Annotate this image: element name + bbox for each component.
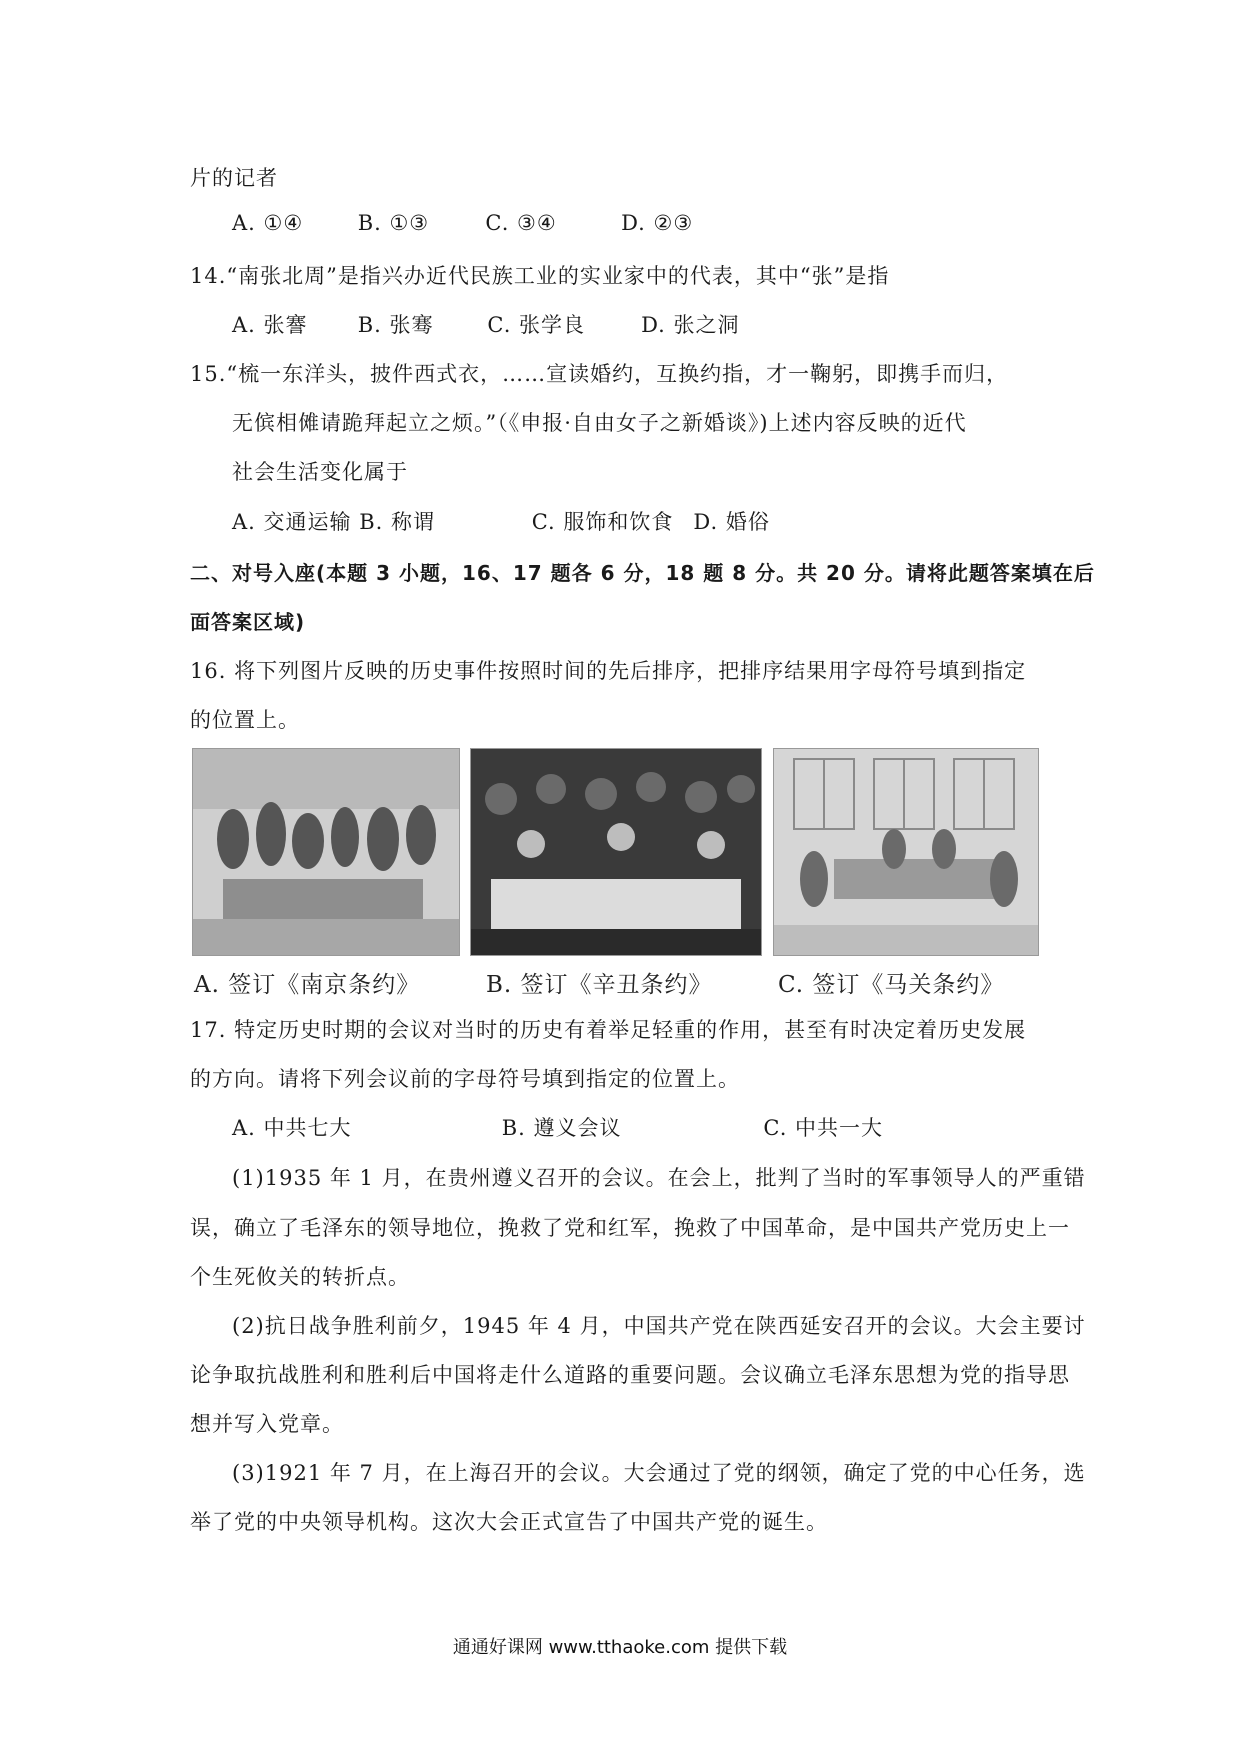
q13-option-b: B. ①③ — [357, 211, 430, 235]
q13-option-a: A. ①④ — [232, 211, 304, 235]
q17-options — [232, 1112, 883, 1142]
q13-option-c: C. ③④ — [485, 211, 557, 235]
q15-stem-line3: 社会生活变化属于 — [232, 460, 408, 484]
q17-stem-line2: 的方向。请将下列会议前的字母符号填到指定的位置上。 — [190, 1067, 740, 1091]
q13-option-d: D. ②③ — [621, 211, 694, 235]
q14-options — [232, 309, 740, 339]
q14-stem: 14.“南张北周”是指兴办近代民族工业的实业家中的代表，其中“张”是指 — [190, 264, 890, 288]
q17-item3-line2: 举了党的中央领导机构。这次大会正式宣告了中国共产党的诞生。 — [190, 1510, 828, 1534]
q15-option-c: C. 服饰和饮食 — [531, 510, 674, 534]
photo-caption-c: C. 签订《马关条约》 — [778, 972, 1005, 998]
q17-item2-line3: 想并写入党章。 — [190, 1412, 344, 1436]
q15-option-d: D. 婚俗 — [693, 510, 770, 534]
q14-option-b: B. 张骞 — [357, 313, 434, 337]
q17-item1-line2: 误，确立了毛泽东的领导地位，挽救了党和红军，挽救了中国革命，是中国共产党历史上一 — [190, 1216, 1070, 1240]
q14-option-a: A. 张謇 — [232, 313, 308, 337]
q17-item1-line1: (1)1935 年 1 月，在贵州遵义召开的会议。在会上，批判了当时的军事领导人的严重错 — [232, 1166, 1086, 1190]
q17-option-a: A. 中共七大 — [232, 1116, 352, 1140]
q15-option-ab: A. 交通运输 B. 称谓 — [232, 510, 435, 534]
q14-option-d: D. 张之洞 — [641, 313, 740, 337]
section2-heading-line2: 面答案区域) — [190, 610, 306, 634]
q17-stem-line1: 17. 特定历史时期的会议对当时的历史有着举足轻重的作用，甚至有时决定着历史发展 — [190, 1018, 1027, 1042]
photo-caption-a: A. 签订《南京条约》 — [194, 972, 421, 998]
q16-stem-line1: 16. 将下列图片反映的历史事件按照时间的先后排序，把排序结果用字母符号填到指定 — [190, 659, 1027, 683]
photo-xinchou-treaty — [470, 748, 762, 956]
q17-option-c: C. 中共一大 — [763, 1116, 884, 1140]
q15-stem-line1: 15.“梳一东洋头，披件西式衣，……宣读婚约，互换约指，才一鞠躬，即携手而归， — [190, 362, 1009, 386]
section2-heading-line1: 二、对号入座(本题 3 小题，16、17 题各 6 分，18 题 8 分。共 20 分。请将此题答案填在后 — [190, 561, 1095, 585]
photo-caption-b: B. 签订《辛丑条约》 — [486, 972, 713, 998]
page-footer: 通通好课网 www.tthaoke.com 提供下载 — [452, 1637, 788, 1658]
q17-option-b: B. 遵义会议 — [501, 1116, 622, 1140]
q16-stem-line2: 的位置上。 — [190, 708, 300, 732]
q17-item2-line1: (2)抗日战争胜利前夕，1945 年 4 月，中国共产党在陕西延安召开的会议。大会主要讨 — [232, 1314, 1086, 1338]
q17-item1-line3: 个生死攸关的转折点。 — [190, 1265, 410, 1289]
q13-options — [232, 211, 693, 235]
photo-nanjing-treaty — [192, 748, 460, 956]
photo-maguan-treaty — [773, 748, 1039, 956]
q17-item2-line2: 论争取抗战胜利和胜利后中国将走什么道路的重要问题。会议确立毛泽东思想为党的指导思 — [190, 1363, 1070, 1387]
q15-options — [232, 506, 770, 536]
q13-stem-continued: 片的记者 — [190, 166, 278, 190]
q14-option-c: C. 张学良 — [487, 313, 586, 337]
q17-item3-line1: (3)1921 年 7 月，在上海召开的会议。大会通过了党的纲领，确定了党的中心任务，选 — [232, 1461, 1086, 1485]
q15-stem-line2: 无傧相傩请跪拜起立之烦。”（《申报·自由女子之新婚谈》)上述内容反映的近代 — [232, 411, 967, 435]
